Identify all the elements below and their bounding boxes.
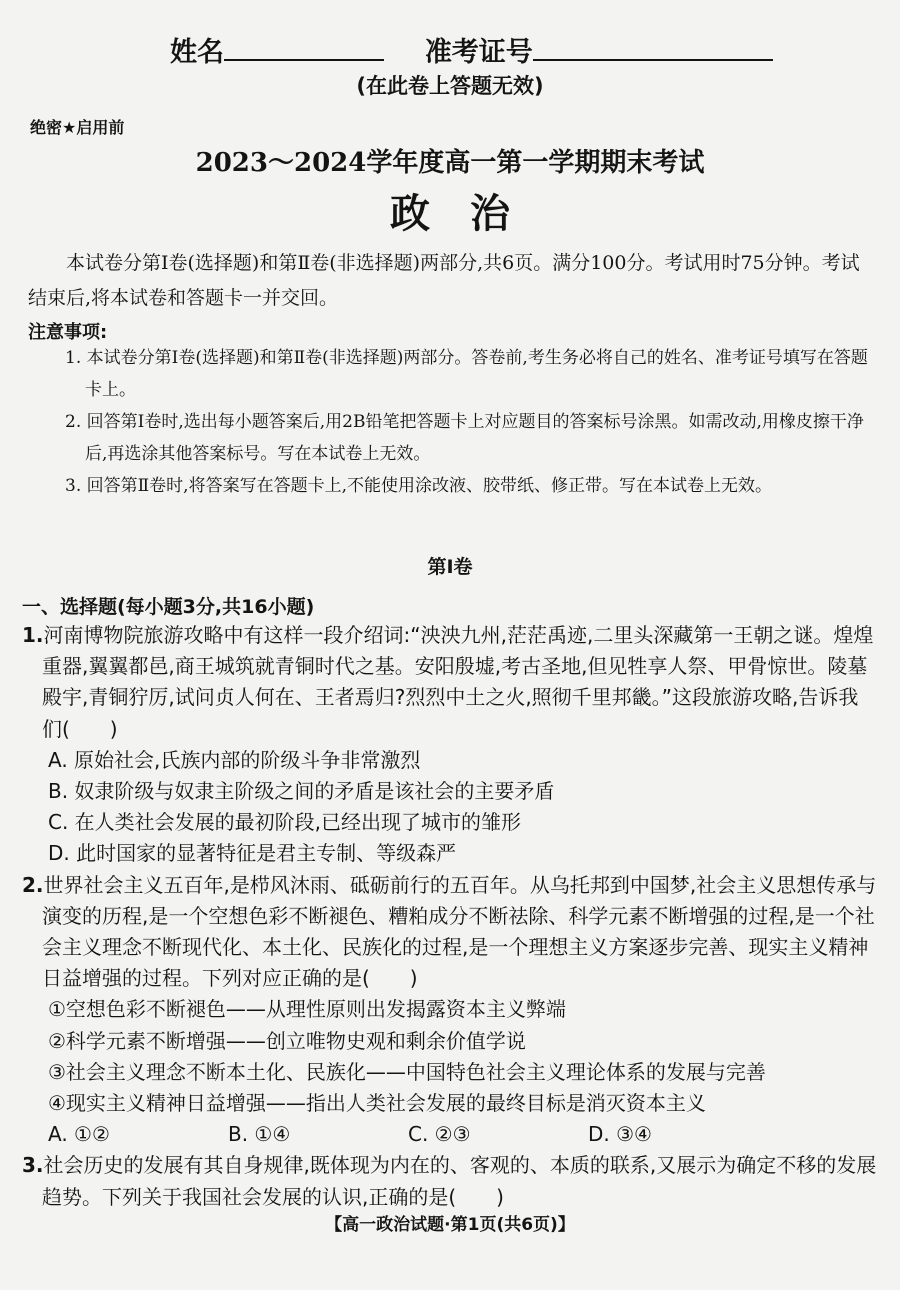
choice-a: A. ①② — [48, 1122, 110, 1147]
statement-1: ①空想色彩不断褪色——从理性原则出发揭露资本主义弊端 — [48, 997, 566, 1022]
choice-d: D. ③④ — [588, 1122, 652, 1147]
name-label: 姓名 — [170, 37, 224, 68]
questions — [22, 620, 877, 1213]
question-1 — [22, 620, 877, 745]
statement-4: ④现实主义精神日益增强——指出人类社会发展的最终目标是消灭资本主义 — [48, 1091, 706, 1116]
subject-title: 政治 — [390, 190, 550, 237]
statement-2: ②科学元素不断增强——创立唯物史观和剩余价值学说 — [48, 1028, 526, 1053]
exam-title: 2023～2024学年度高一第一学期期末考试 — [195, 148, 705, 178]
notes-heading: 注意事项: — [28, 322, 108, 343]
question-3 — [22, 1150, 877, 1212]
option-a: A. 原始社会,氏族内部的阶级斗争非常激烈 — [48, 747, 421, 772]
exam-id-blank[interactable] — [533, 37, 773, 61]
exam-intro: 本试卷分第Ⅰ卷(选择题)和第Ⅱ卷(非选择题)两部分,共6页。满分100分。考试用时75分钟。考试结束后,将本试卷和答题卡一并交回。 — [28, 252, 860, 309]
question-number: 3. — [22, 1153, 44, 1178]
candidate-info-line — [170, 30, 773, 69]
question-number: 2. — [22, 872, 44, 897]
exam-id-label: 准考证号 — [424, 37, 533, 68]
option-c: C. 在人类社会发展的最初阶段,已经出现了城市的雏形 — [48, 810, 522, 835]
page-footer: 【高一政治试题·第1页(共6页)】 — [325, 1215, 575, 1235]
question-2 — [22, 870, 877, 995]
name-blank[interactable] — [224, 37, 384, 61]
choice-row — [22, 1119, 877, 1150]
part-title: 第Ⅰ卷 — [427, 556, 473, 578]
note-item: 1. 本试卷分第Ⅰ卷(选择题)和第Ⅱ卷(非选择题)两部分。答卷前,考生务必将自己的姓名、准考证号填写在答题卡上。 — [65, 348, 868, 400]
note-item: 2. 回答第Ⅰ卷时,选出每小题答案后,用2B铅笔把答题卡上对应题目的答案标号涂黑。如需改动,用橡皮擦干净后,再选涂其他答案标号。写在本试卷上无效。 — [65, 412, 864, 464]
statement-3: ③社会主义理念不断本土化、民族化——中国特色社会主义理论体系的发展与完善 — [48, 1059, 766, 1084]
question-stem: 社会历史的发展有其自身规律,既体现为内在的、客观的、本质的联系,又展示为确定不移的发展趋势。下列关于我国社会发展的认识,正确的是( ) — [42, 1153, 877, 1209]
section-title: 一、选择题(每小题3分,共16小题) — [22, 596, 315, 618]
option-d: D. 此时国家的显著特征是君主专制、等级森严 — [48, 841, 457, 866]
question-stem: 世界社会主义五百年,是栉风沐雨、砥砺前行的五百年。从乌托邦到中国梦,社会主义思想传承与演变的历程,是一个空想色彩不断褪色、糟粕成分不断祛除、科学元素不断增强的过程,是一个社会主义理念不断现代化、本土化、民族化的过程,是一个理想主义方案逐步完善、现实主义精神日益增强的过程。下列对应正确的是( ) — [42, 872, 877, 991]
choice-c: C. ②③ — [408, 1122, 471, 1147]
note-item: 3. 回答第Ⅱ卷时,将答案写在答题卡上,不能使用涂改液、胶带纸、修正带。写在本试卷上无效。 — [65, 476, 772, 496]
secret-label: 绝密★启用前 — [30, 118, 125, 137]
question-number: 1. — [22, 623, 44, 647]
choice-b: B. ①④ — [228, 1122, 291, 1147]
invalid-answer-note: (在此卷上答题无效) — [356, 74, 544, 98]
notes-list — [65, 342, 875, 502]
question-stem: 河南博物院旅游攻略中有这样一段介绍词:“泱泱九州,茫茫禹迹,二里头深藏第一王朝之谜。煌煌重器,翼翼都邑,商王城筑就青铜时代之基。安阳殷墟,考古圣地,但见牲享人祭、甲骨惊世。陵墓殿宇,青铜狞厉,试问贞人何在、王者焉归?烈烈中土之火,照彻千里邦畿。”这段旅游攻略,告诉我们( ) — [42, 623, 874, 741]
option-b: B. 奴隶阶级与奴隶主阶级之间的矛盾是该社会的主要矛盾 — [48, 779, 555, 804]
